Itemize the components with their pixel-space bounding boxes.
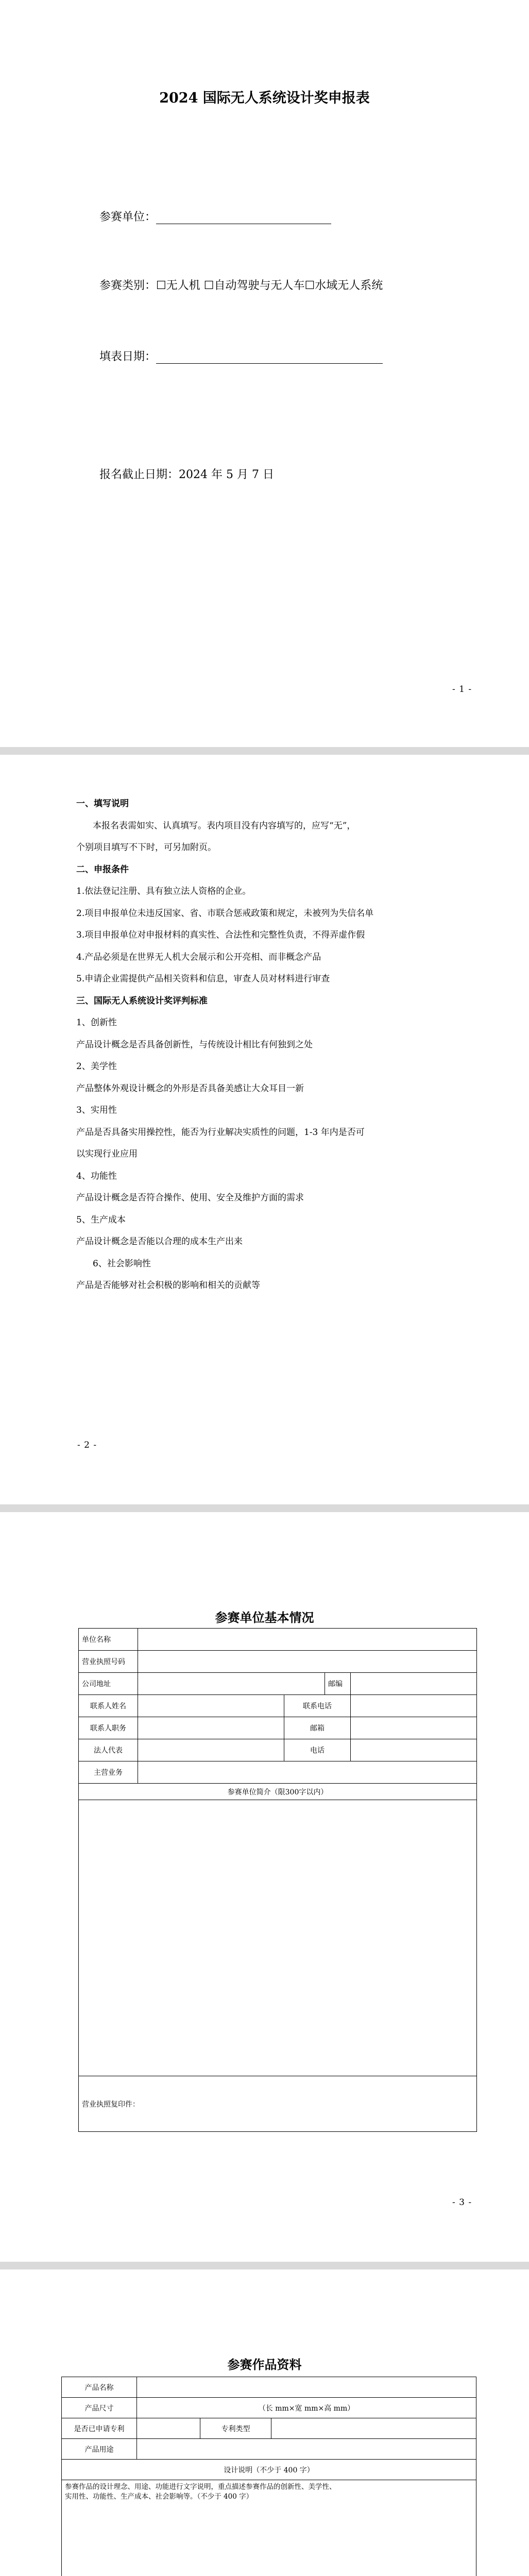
value-email[interactable]	[351, 1717, 477, 1739]
label-product-name: 产品名称	[62, 2377, 137, 2398]
category-label: 参赛类别：	[99, 279, 157, 292]
section-heading: 三、国际无人系统设计奖评判标准	[76, 995, 208, 1006]
value-contact-phone[interactable]	[351, 1695, 477, 1717]
unit-info-table	[78, 1628, 477, 2132]
label-product-size: 产品尺寸	[62, 2398, 137, 2418]
label-address: 公司地址	[79, 1673, 138, 1695]
instruction-line: 产品设计概念是否具备创新性，与传统设计相比有何独到之处	[76, 1039, 313, 1050]
instruction-line: 产品是否能够对社会积极的影响和相关的贡献等	[76, 1280, 260, 1291]
label-legal-rep: 法人代表	[79, 1739, 138, 1761]
value-license-no[interactable]	[138, 1651, 477, 1673]
category-field	[99, 277, 383, 293]
section-title: 参赛单位基本情况	[215, 1610, 314, 1625]
page-number: - 1 -	[452, 684, 472, 694]
instruction-line: 6、社会影响性	[93, 1258, 151, 1269]
value-unit-name[interactable]	[138, 1629, 477, 1651]
instruction-line: 2、美学性	[76, 1061, 117, 1072]
unit-field	[99, 208, 331, 224]
design-desc-line-1: 参赛作品的设计理念、用途、功能进行文字说明，重点描述参赛作品的创新性、美学性、	[65, 2483, 336, 2491]
label-unit-name: 单位名称	[79, 1629, 138, 1651]
value-design-desc[interactable]	[62, 2480, 476, 2576]
instruction-line: 个别项目填写不下时，可另加附页。	[76, 842, 216, 853]
value-product-name[interactable]	[137, 2377, 476, 2398]
value-patent-type[interactable]	[271, 2418, 476, 2439]
instruction-line: 产品是否具备实用操控性，能否为行业解决实质性的问题，1-3 年内是否可	[76, 1127, 365, 1138]
section-heading: 一、填写说明	[76, 799, 129, 809]
label-patent-question: 是否已申请专利	[62, 2418, 137, 2439]
instruction-line: 4.产品必须是在世界无人机大会展示和公开亮相、而非概念产品	[76, 952, 321, 962]
value-product-size[interactable]: （长 mm×宽 mm×高 mm）	[137, 2398, 476, 2418]
instruction-line: 产品设计概念是否符合操作、使用、安全及维护方面的需求	[76, 1193, 304, 1203]
label-license-no: 营业执照号码	[79, 1651, 138, 1673]
date-field	[99, 348, 383, 364]
value-contact-name[interactable]	[138, 1695, 284, 1717]
instruction-line: 本报名表需如实、认真填写。表内项目没有内容填写的，应写“无”，	[93, 820, 356, 831]
page-4	[0, 2269, 529, 2576]
label-contact-name: 联系人姓名	[79, 1695, 138, 1717]
section-title: 参赛作品资料	[227, 2357, 302, 2372]
label-phone: 电话	[284, 1739, 351, 1761]
instruction-line: 2.项目申报单位未违反国家、省、市联合惩戒政策和规定，未被列为失信名单	[76, 908, 374, 919]
category-option-autonomous-vehicle[interactable]: ☐自动驾驶与无人车	[203, 279, 305, 292]
page-number: - 2 -	[77, 1440, 97, 1450]
label-postcode: 邮编	[325, 1673, 351, 1695]
instruction-line: 4、功能性	[76, 1171, 117, 1181]
instruction-line: 以实现行业应用	[76, 1149, 138, 1159]
instruction-line: 产品设计概念是否能以合理的成本生产出来	[76, 1236, 243, 1247]
label-license-copy[interactable]: 营业执照复印件：	[79, 2076, 477, 2132]
page-number: - 3 -	[452, 2197, 472, 2208]
instruction-line: 1、创新性	[76, 1018, 117, 1028]
date-input-line[interactable]	[156, 352, 383, 364]
section-heading: 二、申报条件	[76, 864, 129, 875]
instruction-line: 产品整体外观设计概念的外形是否具备美感让大众耳目一新	[76, 1083, 304, 1094]
unit-label: 参赛单位：	[99, 211, 157, 224]
category-option-water-system[interactable]: ☐水域无人系统	[304, 279, 383, 292]
label-contact-phone: 联系电话	[284, 1695, 351, 1717]
unit-input-line[interactable]	[156, 212, 331, 224]
instruction-line: 3.项目申报单位对申报材料的真实性、合法性和完整性负责，不得弄虚作假	[76, 930, 365, 940]
value-address[interactable]	[138, 1673, 325, 1695]
deadline-text: 报名截止日期：2024 年 5 月 7 日	[99, 468, 274, 481]
label-intro: 参赛单位简介（限300字以内）	[79, 1784, 477, 1800]
product-table	[61, 2377, 476, 2576]
instruction-line: 1.依法登记注册、具有独立法人资格的企业。	[76, 886, 251, 896]
label-usage: 产品用途	[62, 2439, 137, 2460]
page-1	[0, 0, 529, 747]
instruction-line: 5、生产成本	[76, 1214, 126, 1225]
value-phone[interactable]	[351, 1739, 477, 1761]
design-desc-line-2: 实用性、功能性、生产成本、社会影响等。（不少于 400 字）	[65, 2493, 253, 2501]
value-contact-title[interactable]	[138, 1717, 284, 1739]
page-2	[0, 755, 529, 1504]
date-label: 填表日期：	[99, 350, 157, 363]
instruction-line: 5.申请企业需提供产品相关资料和信息，审查人员对材料进行审查	[76, 974, 330, 984]
value-business[interactable]	[138, 1761, 477, 1784]
label-patent-type: 专利类型	[200, 2418, 271, 2439]
label-email: 邮箱	[284, 1717, 351, 1739]
instruction-line: 3、实用性	[76, 1105, 117, 1115]
value-patent[interactable]	[137, 2418, 200, 2439]
value-intro[interactable]	[79, 1800, 477, 2076]
label-business: 主营业务	[79, 1761, 138, 1784]
form-title: 2024 国际无人系统设计奖申报表	[159, 90, 370, 106]
label-contact-title: 联系人职务	[79, 1717, 138, 1739]
value-usage[interactable]	[137, 2439, 476, 2460]
category-option-drone[interactable]: ☐无人机	[156, 279, 200, 292]
value-postcode[interactable]	[351, 1673, 477, 1695]
label-design-note: 设计说明（不少于 400 字）	[62, 2460, 476, 2480]
page-3	[0, 1512, 529, 2262]
value-legal-rep[interactable]	[138, 1739, 284, 1761]
